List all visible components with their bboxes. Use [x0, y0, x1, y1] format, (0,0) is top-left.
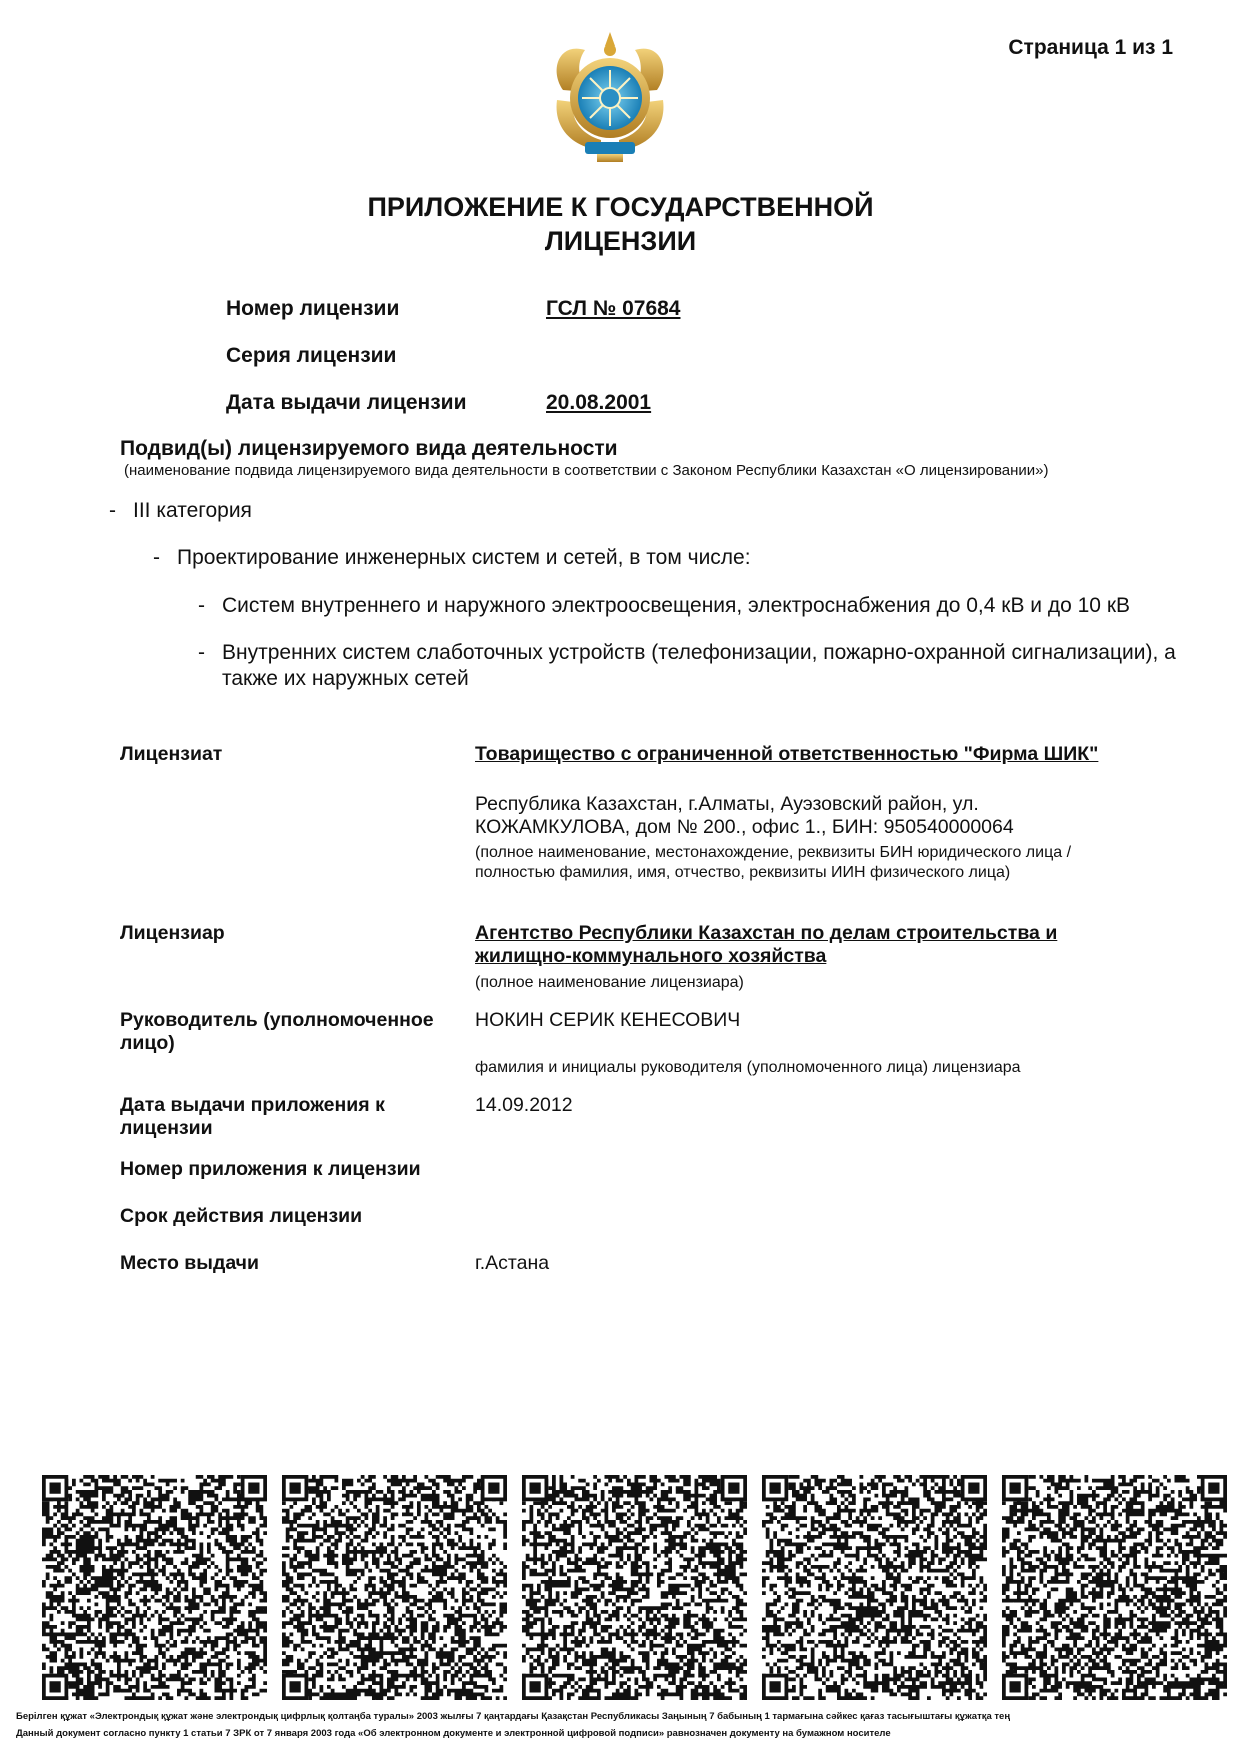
dash-bullet-icon: -: [198, 641, 205, 664]
qr-code-icon: [1002, 1475, 1227, 1700]
list-item: - Систем внутреннего и наружного электроосвещения, электроснабжения до 0,4 кВ и до 10 кВ: [198, 594, 1131, 617]
footer-legal-ru: Данный документ согласно пункту 1 статьи 7 ЗРК от 7 января 2003 года «Об электронном документе и электронной цифровой подписи» равнозначен документу на бумажном носителе: [16, 1728, 891, 1739]
licensor-note: (полное наименование лицензиара): [475, 974, 744, 991]
list-item: - III категория: [109, 499, 252, 522]
subtypes-heading: Подвид(ы) лицензируемого вида деятельности: [120, 437, 618, 460]
page-number: Страница 1 из 1: [1008, 36, 1173, 59]
qr-code-icon: [282, 1475, 507, 1700]
license-number-label: Номер лицензии: [226, 297, 400, 320]
license-number-value: ГСЛ № 07684: [546, 297, 681, 320]
license-date-label: Дата выдачи лицензии: [226, 391, 467, 414]
list-item: - Внутренних систем слаботочных устройств (телефонизации, пожарно-охранной сигнализации), а также их наружных сетей: [198, 641, 1176, 690]
qr-code-icon: [522, 1475, 747, 1700]
licensee-note: (полное наименование, местонахождение, реквизиты БИН юридического лица / полностью фамилия, имя, отчество, реквизиты ИИН физического лица): [475, 844, 1072, 881]
licensee-address: Республика Казахстан, г.Алматы, Ауэзовский район, ул. КОЖАМКУЛОВА, дом № 200., офис 1., БИН: 950540000064: [475, 793, 1014, 838]
subtypes-note: (наименование подвида лицензируемого вида деятельности в соответствии с Законом Республики Казахстан «О лицензировании»): [124, 462, 1049, 479]
place-label: Место выдачи: [120, 1252, 259, 1274]
licensor-label: Лицензиар: [120, 922, 225, 944]
annex-number-label: Номер приложения к лицензии: [120, 1158, 421, 1180]
qr-code-icon: [42, 1475, 267, 1700]
footer-legal-kz: Берілген құжат «Электрондық құжат және электрондық цифрлық қолтаңба туралы» 2003 жылғы 7 қаңтардағы Қазақстан Республикасы Заңының 7 бабының 1 тармағына сәйкес қағаз тасығыштағы құжатқа тең: [16, 1711, 1011, 1722]
list-item: - Проектирование инженерных систем и сетей, в том числе:: [153, 546, 751, 569]
head-label: Руководитель (уполномоченное лицо): [120, 1009, 434, 1054]
licensor-name: Агентство Республики Казахстан по делам строительства и жилищно-коммунального хозяйства: [475, 922, 1058, 967]
annex-date-value: 14.09.2012: [475, 1094, 573, 1116]
place-value: г.Астана: [475, 1252, 550, 1274]
qr-code-icon: [762, 1475, 987, 1700]
license-series-label: Серия лицензии: [226, 344, 397, 367]
title-line-2: ЛИЦЕНЗИИ: [544, 226, 697, 256]
validity-label: Срок действия лицензии: [120, 1205, 363, 1227]
dash-bullet-icon: -: [153, 546, 160, 569]
dash-bullet-icon: -: [198, 594, 205, 617]
dash-bullet-icon: -: [109, 499, 116, 522]
document-title: [0, 190, 1241, 258]
state-emblem-icon: [545, 30, 675, 165]
licensee-label: Лицензиат: [120, 743, 223, 765]
title-line-1: ПРИЛОЖЕНИЕ К ГОСУДАРСТВЕННОЙ: [367, 192, 874, 222]
head-note: фамилия и инициалы руководителя (уполномоченного лица) лицензиара: [475, 1059, 1021, 1076]
annex-date-label: Дата выдачи приложения к лицензии: [120, 1094, 385, 1139]
licensee-name: Товарищество с ограниченной ответственностью "Фирма ШИК": [475, 743, 1099, 765]
head-value: НОКИН СЕРИК КЕНЕСОВИЧ: [475, 1009, 741, 1031]
license-date-value: 20.08.2001: [546, 391, 652, 414]
